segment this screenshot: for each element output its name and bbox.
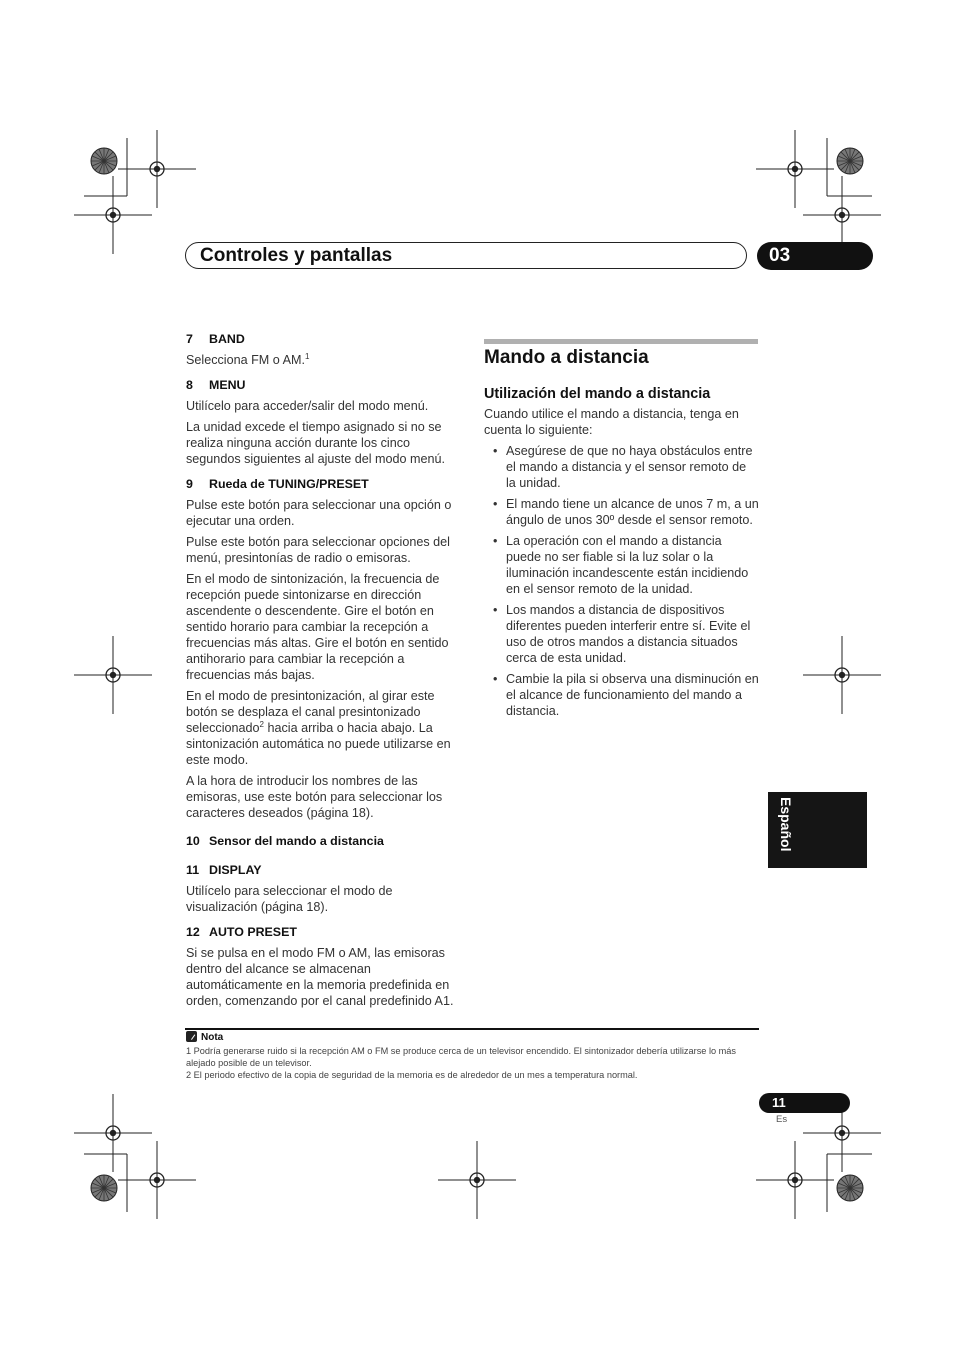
subsection-title: Utilización del mando a distancia [484,386,711,402]
registration-star-icon [91,1175,117,1201]
section-rule [484,339,758,344]
registration-cross-icon [803,636,881,714]
item-heading-band: 7 BAND [186,332,245,346]
registration-star-icon [837,1175,863,1201]
footnote: 1 Podría generarse ruido si la recepción AM o FM se produce cerca de un televisor encendido. El sintonizador debería utilizarse lo más alejado posible de un televisor. [186,1046,737,1068]
list-item: • Asegúrese de que no haya obstáculos entre el mando a distancia y el sensor remoto de la unidad. [484,443,759,491]
item-band-desc: Selecciona FM o AM.$^1$ [186,351,310,367]
chapter-number-badge: 03 [757,242,873,270]
footnotes [186,1045,760,1081]
registration-cross-icon [74,636,152,714]
chapter-title: Controles y pantallas [200,245,393,266]
item-tuning-desc: En el modo de sintonización, la frecuencia de recepción puede sintonizarse en dirección ascendente o descendente. Gire el botón en sentido horario para cambiar la recepción a frecuencias más altas. Gire el botón en sentido antihorario para cambiar la recepción a frecuencias más bajas. [186,572,449,682]
registration-cross-icon [756,130,834,208]
footnote-ref: 2 [259,719,264,729]
page-language-code: Es [776,1114,788,1125]
right-column [484,406,759,724]
language-tab-label: Español [778,797,794,852]
item-heading-display: 11 DISPLAY [186,863,262,877]
item-tuning-desc: En el modo de presintonización, al girar este botón se desplaza el canal presintonizado seleccionado$^2$ hacia arriba o hacia abajo. La sintonización automática no puede utilizarse en este modo. [186,689,451,767]
item-heading-menu: 8 MENU [186,378,246,392]
registration-cross-icon [118,130,196,208]
list-item: • El mando tiene un alcance de unos 7 m, a un ángulo de unos 30º desde el sensor remoto. [484,496,759,528]
item-tuning-desc: Pulse este botón para seleccionar opciones del menú, presintonías de radio o emisoras. [186,535,450,565]
item-display-desc: Utilícelo para seleccionar el modo de visualización (página 18). [186,884,393,914]
item-heading-sensor: 10 Sensor del mando a distancia [186,834,384,848]
registration-star-icon [837,148,863,174]
list-item: • Los mandos a distancia de dispositivos diferentes pueden interferir entre sí. Evite el uso de otros mandos a distancia situados cerca de esta unidad. [484,602,759,666]
registration-cross-icon [74,176,152,254]
page-number: 11 [759,1093,850,1113]
registration-cross-icon [438,1141,516,1219]
item-menu-desc: Utilícelo para acceder/salir del modo menú. [186,399,429,413]
left-column [186,331,466,1014]
item-auto-preset-desc: Si se pulsa en el modo FM o AM, las emisoras dentro del alcance se almacenan automáticamente en la memoria predefinida en orden, comenzando por el canal predefinido A1. [186,946,454,1008]
remote-tips-list [484,443,759,719]
list-item: • La operación con el mando a distancia puede no ser fiable si la luz solar o la iluminación incandescente están incidiendo en el sensor remoto de la unidad. [484,533,759,597]
registration-cross-icon [74,1094,152,1172]
notes-heading: Nota [186,1031,223,1043]
registration-star-icon [91,148,117,174]
registration-cross-icon [756,1141,834,1219]
registration-cross-icon [118,1141,196,1219]
item-tuning-desc: A la hora de introducir los nombres de las emisoras, use este botón para seleccionar los caracteres deseados (página 18). [186,774,443,820]
section-title: Mando a distancia [484,347,649,368]
list-item: • Cambie la pila si observa una disminución en el alcance de funcionamiento del mando a distancia. [484,671,759,719]
intro-text: Cuando utilice el mando a distancia, tenga en cuenta lo siguiente: [484,407,739,437]
notes-rule [185,1028,759,1030]
footnote: 2 El periodo efectivo de la copia de seguridad de la memoria es de alrededor de un mes a temperatura normal. [186,1070,638,1080]
note-icon [186,1031,197,1042]
item-menu-desc: La unidad excede el tiempo asignado si no se realiza ninguna acción durante los cinco segundos siguientes al ajuste del modo menú. [186,420,446,466]
item-tuning-desc: Pulse este botón para seleccionar una opción o ejecutar una orden. [186,498,452,528]
item-heading-auto-preset: 12 AUTO PRESET [186,925,297,939]
item-heading-tuning-preset: 9 Rueda de TUNING/PRESET [186,477,369,491]
footnote-ref: 1 [305,351,310,361]
